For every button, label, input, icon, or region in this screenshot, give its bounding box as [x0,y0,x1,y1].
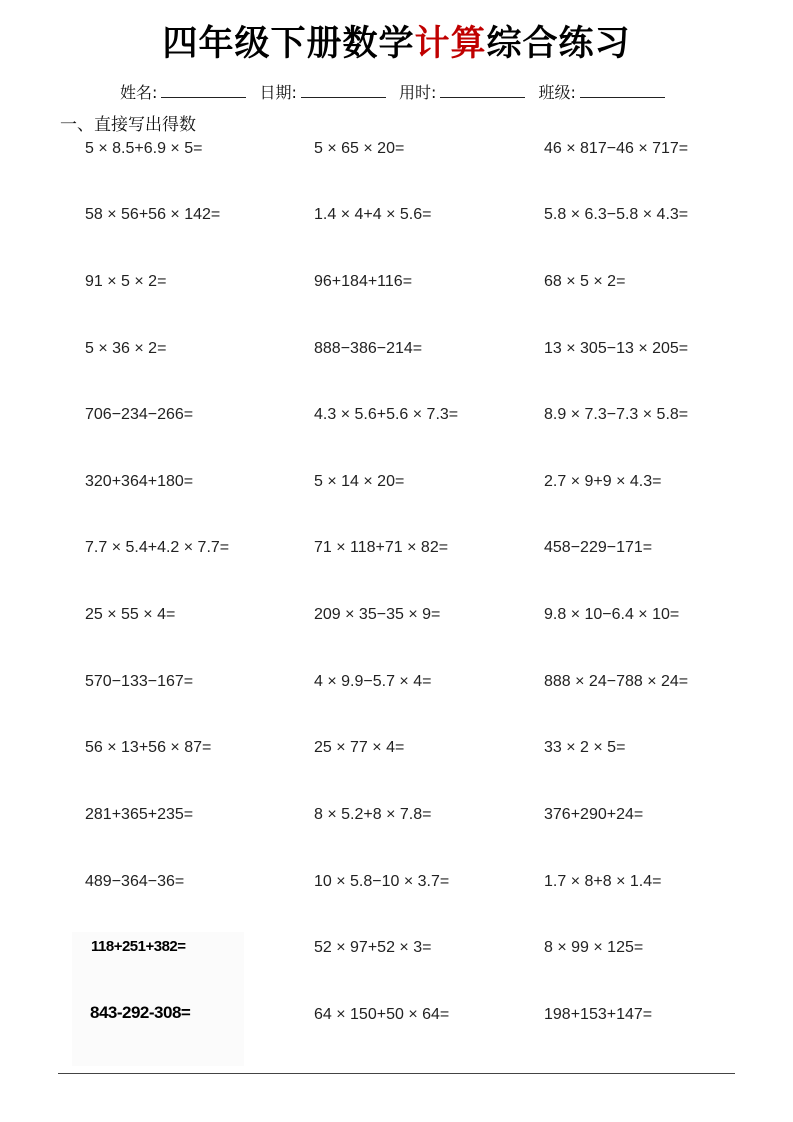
page-title [0,16,793,66]
problem-3: 46 × 817−46 × 717= [544,140,689,157]
problem-1: 5 × 8.5+6.9 × 5= [85,140,203,157]
problem-34: 489−364−36= [85,873,185,890]
problem-7: 91 × 5 × 2= [85,273,167,290]
problem-17: 5 × 14 × 20= [314,473,405,490]
problem-8: 96+184+116= [314,273,413,290]
problem-38: 52 × 97+52 × 3= [314,939,432,956]
problem-20: 71 × 118+71 × 82= [314,539,449,556]
problem-36: 1.7 × 8+8 × 1.4= [544,873,662,890]
problem-9: 68 × 5 × 2= [544,273,626,290]
problem-27: 888 × 24−788 × 24= [544,673,689,690]
problem-33: 376+290+24= [544,806,644,823]
problem-22: 25 × 55 × 4= [85,606,176,623]
problem-25: 570−133−167= [85,673,194,690]
problem-37: 118+251+382= [91,938,186,955]
date-blank[interactable] [301,81,386,98]
title-part-3: 综合练习 [486,24,631,64]
time-field[interactable] [399,80,525,103]
problem-24: 9.8 × 10−6.4 × 10= [544,606,680,623]
name-field[interactable] [120,80,246,103]
problem-18: 2.7 × 9+9 × 4.3= [544,473,662,490]
date-field[interactable] [260,80,386,103]
class-blank[interactable] [580,81,665,98]
problem-41: 64 × 150+50 × 64= [314,1006,450,1023]
problem-35: 10 × 5.8−10 × 3.7= [314,873,450,890]
problem-16: 320+364+180= [85,473,194,490]
problem-26: 4 × 9.9−5.7 × 4= [314,673,432,690]
problem-5: 1.4 × 4+4 × 5.6= [314,206,432,223]
problem-19: 7.7 × 5.4+4.2 × 7.7= [85,539,230,556]
problem-10: 5 × 36 × 2= [85,340,167,357]
problem-42: 198+153+147= [544,1006,653,1023]
problem-28: 56 × 13+56 × 87= [85,739,212,756]
problem-40: 843-292-308= [90,1003,191,1022]
problem-31: 281+365+235= [85,806,194,823]
problem-2: 5 × 65 × 20= [314,140,405,157]
student-info-row [120,80,673,104]
problem-15: 8.9 × 7.3−7.3 × 5.8= [544,406,689,423]
problem-6: 5.8 × 6.3−5.8 × 4.3= [544,206,689,223]
problem-32: 8 × 5.2+8 × 7.8= [314,806,432,823]
name-blank[interactable] [161,81,246,98]
problem-29: 25 × 77 × 4= [314,739,405,756]
time-blank[interactable] [440,81,525,98]
problem-14: 4.3 × 5.6+5.6 × 7.3= [314,406,459,423]
problem-13: 706−234−266= [85,406,194,423]
class-label: 班级: [538,83,576,102]
title-part-1: 四年级下册数学 [162,24,415,64]
time-label: 用时: [399,83,437,102]
problem-12: 13 × 305−13 × 205= [544,340,689,357]
title-part-highlight: 计算 [414,24,487,64]
problem-11: 888−386−214= [314,340,423,357]
problem-39: 8 × 99 × 125= [544,939,644,956]
problem-23: 209 × 35−35 × 9= [314,606,441,623]
class-field[interactable] [539,80,665,103]
name-label: 姓名: [120,83,158,102]
section-title: 一、直接写出得数 [60,115,196,135]
bottom-divider [58,1073,735,1074]
problem-30: 33 × 2 × 5= [544,739,626,756]
problem-4: 58 × 56+56 × 142= [85,206,221,223]
problem-21: 458−229−171= [544,539,653,556]
date-label: 日期: [259,83,297,102]
